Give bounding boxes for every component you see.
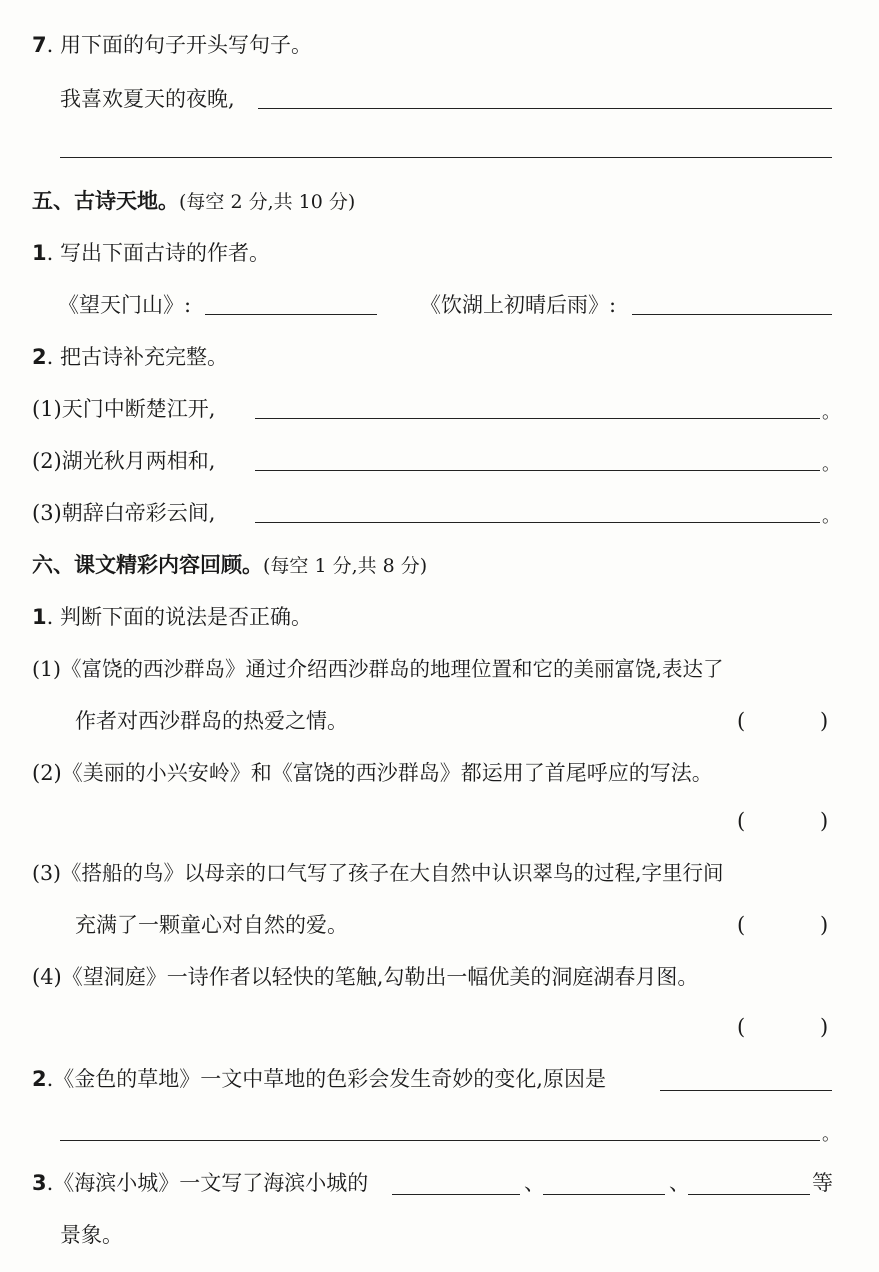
question-7-title (0, 28, 879, 62)
question-text: . 把古诗补充完整。 (46, 345, 228, 369)
question-number: 2 (32, 1067, 47, 1091)
poem-title-a: 《望天门山》: (58, 293, 192, 317)
poem-line: (3)朝辞白帝彩云间, (32, 501, 216, 525)
section-score-note: (每空 1 分,共 8 分) (263, 555, 428, 577)
question-number: 2 (32, 345, 47, 369)
s6-q1-item-1-line-2 (15, 704, 879, 738)
s5-q1-blank-a[interactable] (205, 314, 377, 315)
s6-question-1-title (0, 600, 879, 634)
answer-paren-open: ( (737, 1015, 746, 1039)
s5-q2-line-2 (0, 444, 879, 478)
section-5-title (0, 184, 879, 218)
separator: 、 (669, 1171, 690, 1195)
q7-answer-blank-2[interactable] (60, 157, 832, 158)
question-number: 1 (32, 241, 47, 265)
answer-paren-close: ) (820, 1015, 829, 1039)
s6-q3-line-2 (0, 1218, 879, 1252)
s5-q2-blank-2[interactable] (255, 470, 820, 471)
s6-q1-item-3-line-2 (15, 908, 879, 942)
question-text: 景象。 (60, 1223, 123, 1247)
answer-paren-close: ) (820, 809, 829, 833)
judgement-answer-slot-3[interactable] (752, 914, 812, 938)
s5-q1-item-b (420, 288, 650, 322)
poem-title-b: 《饮湖上初晴后雨》: (420, 293, 617, 317)
section-6-title (0, 548, 879, 582)
section-title: 五、古诗天地。 (32, 189, 179, 213)
question-number: 1 (32, 605, 47, 629)
s5-q1-item-a (58, 288, 258, 322)
s5-q2-blank-3[interactable] (255, 522, 820, 523)
s5-q1-blank-b[interactable] (632, 314, 832, 315)
question-text: .《海滨小城》一文写了海滨小城的 (46, 1171, 369, 1195)
s6-q1-item-1-line-1 (0, 652, 879, 686)
question-number: 7 (32, 33, 47, 57)
poem-line: (2)湖光秋月两相和, (32, 449, 216, 473)
question-number: 3 (32, 1171, 47, 1195)
answer-paren-open: ( (737, 809, 746, 833)
section-title: 六、课文精彩内容回顾。 (32, 553, 263, 577)
answer-paren-close: ) (820, 709, 829, 733)
end-mark: 。 (822, 506, 840, 527)
q7-answer-blank-1[interactable] (258, 108, 832, 109)
q3-tail: 等 (812, 1171, 833, 1195)
separator: 、 (524, 1171, 545, 1195)
s5-q2-line-3 (0, 496, 879, 530)
s6-q2-blank-2[interactable] (60, 1140, 820, 1141)
q7-prompt: 我喜欢夏天的夜晚, (60, 87, 235, 111)
statement-text: 充满了一颗童心对自然的爱。 (75, 913, 348, 937)
statement-text: 作者对西沙群岛的热爱之情。 (75, 709, 348, 733)
s6-q3-blank-1[interactable] (392, 1194, 520, 1195)
s6-q3-blank-3[interactable] (688, 1194, 810, 1195)
statement-text: (2)《美丽的小兴安岭》和《富饶的西沙群岛》都运用了首尾呼应的写法。 (32, 761, 713, 785)
s5-q2-blank-1[interactable] (255, 418, 820, 419)
end-mark: 。 (822, 454, 840, 475)
judgement-answer-slot-4[interactable] (752, 1016, 812, 1040)
s5-question-1-title (0, 236, 879, 270)
s6-q1-item-4-line-1 (0, 960, 879, 994)
question-text: . 用下面的句子开头写句子。 (46, 33, 312, 57)
s6-q2-blank-1[interactable] (660, 1090, 832, 1091)
end-mark: 。 (822, 1124, 840, 1145)
section-score-note: (每空 2 分,共 10 分) (179, 191, 356, 213)
s5-q2-line-1 (0, 392, 879, 426)
answer-paren-open: ( (737, 913, 746, 937)
q7-prompt-line (0, 82, 879, 116)
answer-paren-close: ) (820, 913, 829, 937)
statement-text: (3)《搭船的鸟》以母亲的口气写了孩子在大自然中认识翠鸟的过程,字里行间 (32, 861, 724, 885)
s6-q3-blank-2[interactable] (543, 1194, 665, 1195)
judgement-answer-slot-2[interactable] (752, 810, 812, 834)
statement-text: (4)《望洞庭》一诗作者以轻快的笔触,勾勒出一幅优美的洞庭湖春月图。 (32, 965, 699, 989)
answer-paren-open: ( (737, 709, 746, 733)
question-text: .《金色的草地》一文中草地的色彩会发生奇妙的变化,原因是 (46, 1067, 606, 1091)
judgement-answer-slot-1[interactable] (752, 710, 812, 734)
poem-line: (1)天门中断楚江开, (32, 397, 216, 421)
s6-q1-item-2-line-1 (0, 756, 879, 790)
question-text: . 判断下面的说法是否正确。 (46, 605, 312, 629)
s6-q1-item-3-line-1 (0, 856, 879, 890)
statement-text: (1)《富饶的西沙群岛》通过介绍西沙群岛的地理位置和它的美丽富饶,表达了 (32, 657, 724, 681)
end-mark: 。 (822, 402, 840, 423)
question-text: . 写出下面古诗的作者。 (46, 241, 270, 265)
s5-question-2-title (0, 340, 879, 374)
